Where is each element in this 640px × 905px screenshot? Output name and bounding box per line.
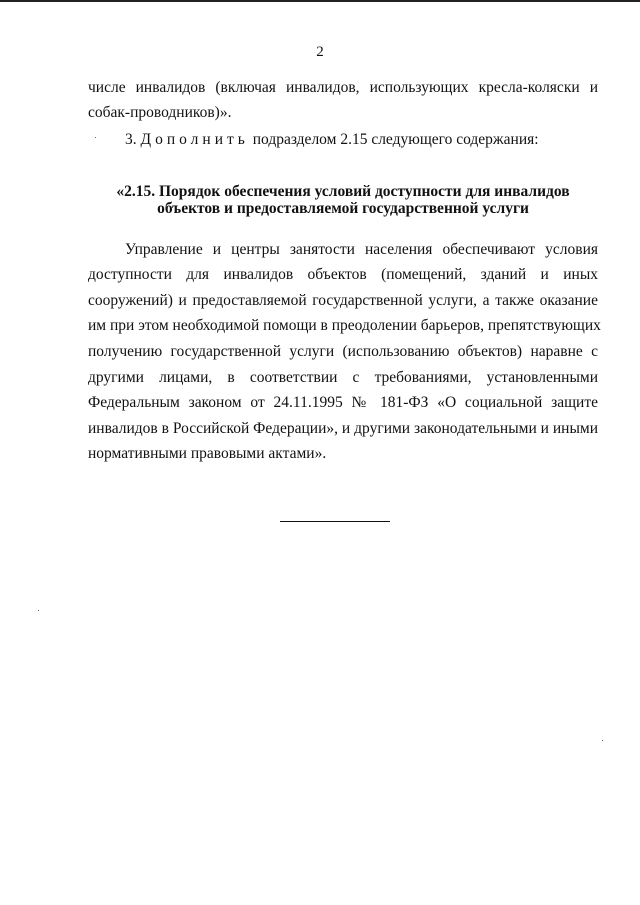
section-heading-line-2: объектов и предоставляемой государственной услуги [157,200,529,217]
closing-separator-line [280,521,390,522]
instruction-rest: подразделом 2.15 следующего содержания: [248,131,539,148]
page-number: 2 [316,44,324,60]
body-line-1: Управление и центры занятости населения обеспечивают условия [125,241,598,258]
scan-speck [602,740,603,741]
body-line-4: им при этом необходимой помощи в преодолении барьеров, препятствующих [88,317,601,334]
body-line-9: нормативными правовыми актами». [88,445,327,462]
body-line-3: сооружений) и предоставляемой государственной услуги, а также оказание [88,292,598,309]
continuation-line-2: собак-проводников)». [88,104,232,121]
body-line-2: доступности для инвалидов объектов (помещений, зданий и иных [88,266,598,283]
body-line-8: инвалидов в Российской Федерации», и другими законодательными и иными [88,420,598,437]
scan-speck [38,610,39,611]
instruction-paragraph [125,130,605,150]
body-line-5: получению государственной услуги (использованию объектов) наравне с [88,343,598,360]
body-line-7: Федеральным законом от 24.11.1995 № 181-ФЗ «О социальной защите [88,394,598,411]
scan-speck [95,137,96,138]
instruction-prefix: 3. [125,131,141,148]
body-line-6: другими лицами, в соответствии с требованиями, установленными [88,369,598,386]
section-heading-line-1: «2.15. Порядок обеспечения условий доступности для инвалидов [116,183,570,200]
instruction-verb: Дополнить [140,131,249,148]
top-border-line [0,0,640,2]
continuation-line-1: числе инвалидов (включая инвалидов, использующих кресла-коляски и [88,79,598,96]
